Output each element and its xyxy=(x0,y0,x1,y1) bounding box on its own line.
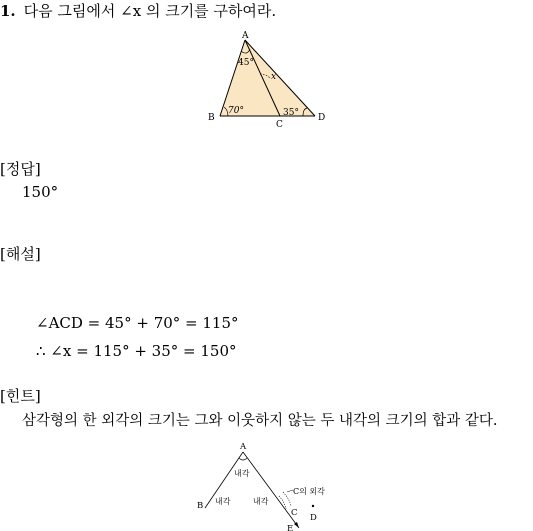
triangle-abc-fill xyxy=(220,40,315,116)
problem-number: 1. xyxy=(0,2,16,20)
exterior-angle-figure xyxy=(195,440,345,531)
problem-text: 다음 그림에서 ∠x 의 크기를 구하여라. xyxy=(23,2,277,20)
triangle-figure xyxy=(200,28,330,130)
explanation-label: [해설] xyxy=(0,245,41,263)
vertex-label-d2: D xyxy=(310,513,317,523)
inner-angle-label-c: 내각 xyxy=(253,497,269,506)
vertex-label-c2: C xyxy=(291,508,298,518)
angle-label-b: 70° xyxy=(228,106,244,116)
inner-angle-label-b: 내각 xyxy=(215,497,231,506)
inner-angle-label-a: 내각 xyxy=(234,469,250,478)
explanation-line-2: ∴ ∠x = 115° + 35° = 150° xyxy=(36,342,237,360)
vertex-label-d: D xyxy=(318,113,326,123)
point-d xyxy=(312,505,314,507)
angle-label-x: x xyxy=(271,72,277,82)
vertex-label-e2: E xyxy=(287,524,294,531)
exterior-arc xyxy=(283,492,291,506)
vertex-label-b2: B xyxy=(197,501,204,511)
hint-text: 삼각형의 한 외각의 크기는 그와 이웃하지 않는 두 내각의 크기의 합과 같다. xyxy=(22,413,498,429)
angle-arc-a2 xyxy=(239,458,247,460)
answer-value: 150° xyxy=(22,183,59,201)
vertex-label-c: C xyxy=(276,120,283,130)
vertex-label-a: A xyxy=(242,31,249,41)
angle-label-d: 35° xyxy=(283,108,299,118)
hint-label: [힌트] xyxy=(0,387,41,405)
explanation-line-1: ∠ACD = 45° + 70° = 115° xyxy=(36,314,239,332)
angle-label-a: 45° xyxy=(238,58,254,68)
answer-label: [정답] xyxy=(0,160,41,178)
vertex-label-a2: A xyxy=(240,442,247,452)
problem-statement xyxy=(0,0,276,21)
exterior-angle-label: C의 외각 xyxy=(293,487,325,496)
vertex-label-b: B xyxy=(208,113,215,123)
